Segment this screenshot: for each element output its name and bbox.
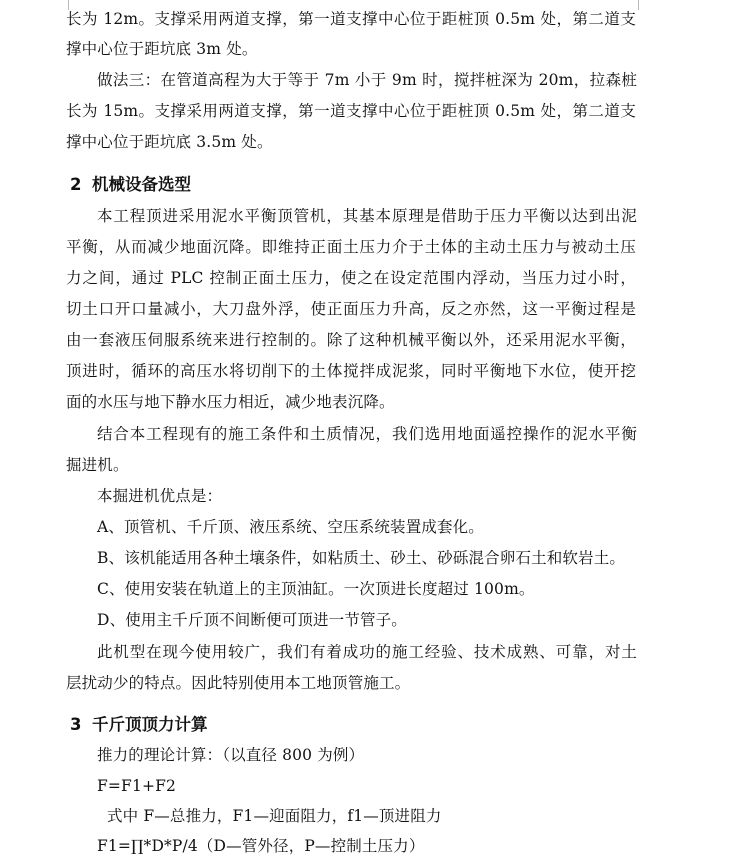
text-line: 长为 12m。支撑采用两道支撑，第一道支撑中心位于距桩顶 0.5m 处，第二道支: [66, 10, 636, 28]
text-line: 本工程顶进采用泥水平衡顶管机，其基本原理是借助于压力平衡以达到出泥: [97, 207, 637, 225]
section-number: 2: [70, 175, 82, 194]
advantages-title: 本掘进机优点是：: [97, 487, 223, 505]
text-line: 掘进机。: [66, 456, 129, 474]
text-line: 长为 15m。支撑采用两道支撑，第一道支撑中心位于距桩顶 0.5m 处，第二道支: [66, 102, 636, 120]
text-line: 力之间，通过 PLC 控制正面土压力，使之在设定范围内浮动，当压力过小时，: [66, 269, 636, 287]
text-line: 层扰动少的特点。因此特别使用本工地顶管施工。: [66, 674, 411, 692]
text-line: 平衡，从而减少地面沉降。即维持正面土压力介于土体的主动土压力与被动土压: [66, 238, 636, 256]
text-line: 推力的理论计算：（以直径 800 为例）: [97, 746, 365, 764]
list-item: C、使用安装在轨道上的主顶油缸。一次顶进长度超过 100m。: [97, 580, 535, 598]
list-item: B、该机能适用各种土壤条件，如粘质土、砂土、砂砾混合卵石土和软岩土。: [97, 549, 625, 567]
list-item: D、使用主千斤顶不间断便可顶进一节管子。: [97, 611, 407, 629]
list-item: A、顶管机、千斤顶、液压系统、空压系统装置成套化。: [97, 518, 484, 536]
text-line: 由一套液压伺服系统来进行控制的。除了这种机械平衡以外，还采用泥水平衡，: [66, 331, 636, 349]
section-title: 机械设备选型: [92, 175, 191, 194]
text-line: 撑中心位于距坑底 3m 处。: [66, 40, 258, 58]
text-line: 顶进时，循环的高压水将切削下的土体搅拌成泥浆，同时平衡地下水位，使开挖: [66, 362, 636, 380]
text-line: 此机型在现今使用较广，我们有着成功的施工经验、技术成熟、可靠，对土: [97, 643, 637, 661]
section-number: 3: [70, 715, 82, 734]
section-title: 千斤顶顶力计算: [92, 715, 208, 734]
formula: F=F1+F2: [97, 777, 177, 795]
section-heading-2: [70, 174, 191, 196]
text-line: 结合本工程现有的施工条件和土质情况，我们选用地面遥控操作的泥水平衡: [97, 425, 637, 443]
text-line: 撑中心位于距坑底 3.5m 处。: [66, 133, 273, 151]
text-line: 面的水压与地下静水压力相近，减少地表沉降。: [66, 393, 395, 411]
text-line: 做法三：在管道高程为大于等于 7m 小于 9m 时，搅拌桩深为 20m，拉森桩: [97, 71, 637, 89]
formula-legend: 式中 F—总推力，F1—迎面阻力，f1—顶进阻力: [107, 807, 442, 825]
text-line: 切土口开口量减小，大刀盘外浮，使正面压力升高，反之亦然，这一平衡过程是: [66, 300, 636, 318]
formula: F1=∏*D*P/4（D—管外径，P—控制土压力）: [97, 837, 425, 855]
section-heading-3: [70, 714, 208, 736]
